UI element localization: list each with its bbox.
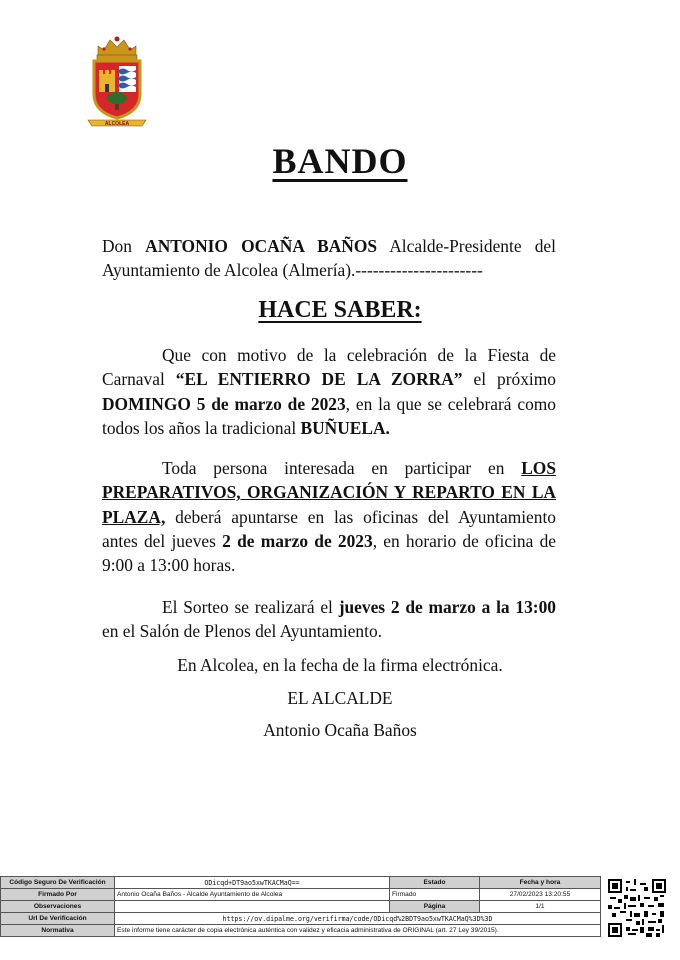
observaciones-label: Observaciones <box>1 901 115 913</box>
hace-saber-heading: HACE SABER: <box>258 297 422 323</box>
csv-value: ODicqd+DT9ao5xwTKACMaQ== <box>115 877 390 889</box>
normativa-label: Normativa <box>1 925 115 937</box>
signer-role: EL ALCALDE <box>287 688 393 708</box>
document-title: BANDO <box>272 141 408 181</box>
firmado-value: Antonio Ocaña Baños - Alcalde Ayuntamiento de Alcolea <box>115 889 390 901</box>
mayor-name: ANTONIO OCAÑA BAÑOS <box>145 236 378 256</box>
intro-paragraph: Don ANTONIO OCAÑA BAÑOS Alcalde-Presidente del Ayuntamiento de Alcolea (Almería).---------------------- <box>102 236 556 281</box>
csv-label: Código Seguro De Verificación <box>1 877 115 889</box>
estado-label: Estado <box>390 877 480 889</box>
event-paragraph: Que con motivo de la celebración de la Fiesta de Carnaval “EL ENTIERRO DE LA ZORRA” el próximo DOMINGO 5 de marzo de 2023, en la que se celebrará como todos los años la tradicional BUÑUELA. <box>102 345 556 438</box>
svg-text:ALCOLEA: ALCOLEA <box>104 121 130 127</box>
coat-of-arms-logo <box>84 34 150 128</box>
normativa-value: Este informe tiene carácter de copia electrónica auténtica con validez y eficacia administrativa de ORIGINAL (art. 27 Ley 39/2015). <box>115 925 601 937</box>
url-value[interactable]: https://ov.dipalme.org/verifirma/code/ODicqd%2BDT9ao5xwTKACMaQ%3D%3D <box>115 913 601 925</box>
qr-code-icon[interactable] <box>608 879 666 937</box>
pagina-value: 1/1 <box>480 901 601 913</box>
firmado-label: Firmado Por <box>1 889 115 901</box>
verification-table <box>0 876 600 942</box>
observaciones-value <box>115 901 390 913</box>
pagina-label: Página <box>390 901 480 913</box>
draw-paragraph: El Sorteo se realizará el jueves 2 de marzo a la 13:00 en el Salón de Plenos del Ayuntamiento. <box>102 597 556 642</box>
signer-name: Antonio Ocaña Baños <box>263 720 417 740</box>
place-date-line: En Alcolea, en la fecha de la firma electrónica. <box>177 655 503 675</box>
registration-paragraph: Toda persona interesada en participar en LOS PREPARATIVOS, ORGANIZACIÓN Y REPARTO EN LA PLAZA, deberá apuntarse en las oficinas del Ayuntamiento antes del jueves 2 de marzo de 2023, en horario de oficina de 9:00 a 13:00 horas. <box>102 458 556 576</box>
estado-value: Firmado <box>390 889 480 901</box>
url-label: Url De Verificación <box>1 913 115 925</box>
fecha-value: 27/02/2023 13:20:55 <box>480 889 601 901</box>
fecha-label: Fecha y hora <box>480 877 601 889</box>
